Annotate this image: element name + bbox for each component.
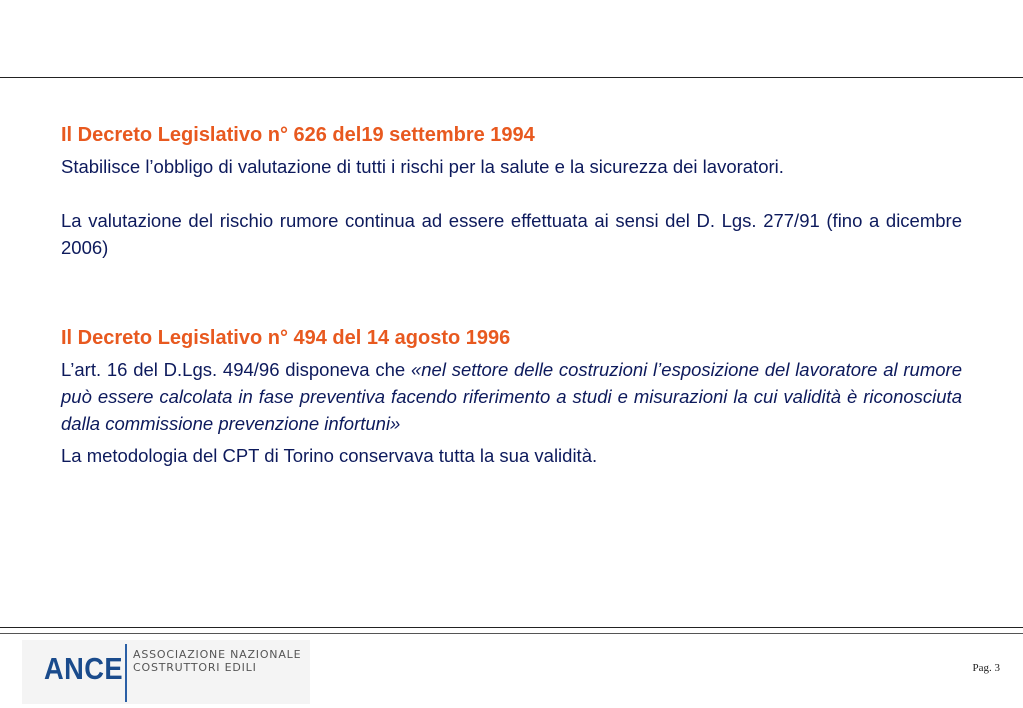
section2-paragraph1-lead: L’art. 16 del D.Lgs. 494/96 disponeva che — [61, 359, 411, 380]
section1-paragraph2: La valutazione del rischio rumore continua ad essere effettuata ai sensi del D. Lgs. 277/91 (fino a dicembre 2006) — [61, 210, 962, 258]
logo-subtitle-line2: COSTRUTTORI EDILI — [133, 661, 257, 674]
section2-paragraph1 — [61, 356, 962, 437]
ance-logo — [22, 640, 310, 704]
section1-heading: Il Decreto Legislativo n° 626 del19 settembre 1994 — [61, 124, 535, 146]
slide-content — [61, 121, 962, 469]
logo-divider — [125, 644, 127, 702]
footer-divider-top — [0, 627, 1023, 628]
page-number: Pag. 3 — [972, 662, 1000, 674]
section2-paragraph1-quote: «nel settore delle costruzioni l’esposizione del lavoratore al rumore può essere calcolata in fase preventiva facendo riferimento a studi e misurazioni la cui validità è riconosciuta dalla commissione prevenzione infortuni» — [61, 359, 962, 434]
section1-paragraph1: Stabilisce l’obbligo di valutazione di tutti i rischi per la salute e la sicurezza dei lavoratori. — [61, 156, 784, 177]
logo-subtitle-line1: ASSOCIAZIONE NAZIONALE — [133, 648, 302, 661]
logo-subtitle — [133, 648, 301, 674]
section2-heading: Il Decreto Legislativo n° 494 del 14 agosto 1996 — [61, 327, 511, 349]
logo-wordmark: ANCE — [44, 651, 124, 686]
section2-paragraph2: La metodologia del CPT di Torino conservava tutta la sua validità. — [61, 445, 598, 466]
footer-divider-bottom — [0, 633, 1023, 634]
top-divider — [0, 77, 1023, 78]
